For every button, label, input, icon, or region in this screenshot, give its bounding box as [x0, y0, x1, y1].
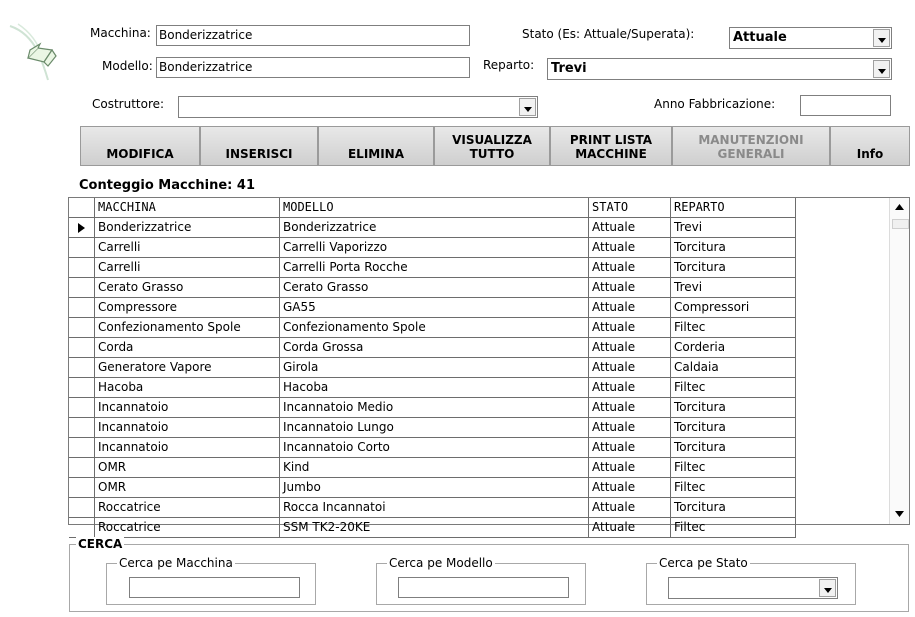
cell-reparto[interactable]: Filtec: [671, 478, 796, 498]
chevron-down-icon[interactable]: [819, 579, 836, 597]
search-stato-combo[interactable]: [668, 577, 838, 599]
column-header-modello[interactable]: MODELLO: [280, 198, 589, 218]
visualizza-label-line2: TUTTO: [469, 147, 515, 161]
stato-combo[interactable]: [729, 27, 892, 49]
table-row[interactable]: [69, 338, 796, 358]
cell-reparto[interactable]: Filtec: [671, 378, 796, 398]
cell-macchina[interactable]: Incannatoio: [95, 398, 280, 418]
modello-label: Modello:: [102, 59, 153, 73]
macchina-field[interactable]: Bonderizzatrice: [156, 25, 470, 46]
cell-reparto[interactable]: Filtec: [671, 318, 796, 338]
cell-modello[interactable]: Carrelli Vaporizzo: [280, 238, 589, 258]
cell-stato[interactable]: Attuale: [589, 258, 671, 278]
cell-modello[interactable]: Incannatoio Corto: [280, 438, 589, 458]
table-row[interactable]: [69, 498, 796, 518]
cell-stato[interactable]: Attuale: [589, 498, 671, 518]
cell-macchina[interactable]: Bonderizzatrice: [95, 218, 280, 238]
search-macchina-legend: Cerca pe Macchina: [119, 556, 233, 570]
cell-stato[interactable]: Attuale: [589, 438, 671, 458]
elimina-button[interactable]: [318, 126, 434, 166]
cell-macchina[interactable]: Generatore Vapore: [95, 358, 280, 378]
cell-modello[interactable]: Hacoba: [280, 378, 589, 398]
row-selector[interactable]: [69, 258, 95, 278]
stato-label: Stato (Es: Attuale/Superata):: [522, 27, 695, 41]
search-title: CERCA: [78, 537, 123, 551]
costruttore-label: Costruttore:: [92, 97, 165, 111]
cell-stato[interactable]: Attuale: [589, 318, 671, 338]
grid-corner-cell: [69, 198, 95, 218]
scrollbar-thumb[interactable]: [892, 219, 909, 229]
stato-combo-value: Attuale: [733, 30, 787, 45]
cell-stato[interactable]: Attuale: [589, 278, 671, 298]
row-selector[interactable]: [69, 318, 95, 338]
row-selector[interactable]: [69, 298, 95, 318]
cell-stato[interactable]: Attuale: [589, 218, 671, 238]
row-selector[interactable]: [69, 218, 95, 238]
manutenzioni-label-line1: MANUTENZIONI: [698, 133, 804, 147]
cell-stato[interactable]: Attuale: [589, 398, 671, 418]
manutenzioni-generali-button[interactable]: [672, 126, 830, 166]
cell-reparto[interactable]: Torcitura: [671, 258, 796, 278]
modifica-button[interactable]: [80, 126, 200, 166]
table-row[interactable]: [69, 258, 796, 278]
cell-reparto[interactable]: Trevi: [671, 278, 796, 298]
table-row[interactable]: [69, 458, 796, 478]
cell-macchina[interactable]: Corda: [95, 338, 280, 358]
column-header-stato[interactable]: STATO: [589, 198, 671, 218]
row-selector[interactable]: [69, 378, 95, 398]
cell-macchina[interactable]: Carrelli: [95, 258, 280, 278]
cell-stato[interactable]: Attuale: [589, 238, 671, 258]
cell-stato[interactable]: Attuale: [589, 298, 671, 318]
cell-reparto[interactable]: Torcitura: [671, 418, 796, 438]
cell-macchina[interactable]: Compressore: [95, 298, 280, 318]
cell-stato[interactable]: Attuale: [589, 358, 671, 378]
reparto-combo-value: Trevi: [551, 61, 587, 76]
chevron-down-icon[interactable]: [873, 29, 890, 47]
cell-modello[interactable]: Carrelli Porta Rocche: [280, 258, 589, 278]
row-selector[interactable]: [69, 338, 95, 358]
table-row[interactable]: [69, 418, 796, 438]
search-stato-legend: Cerca pe Stato: [659, 556, 748, 570]
table-row[interactable]: [69, 518, 796, 538]
row-selector[interactable]: [69, 418, 95, 438]
cell-macchina[interactable]: Roccatrice: [95, 498, 280, 518]
table-row[interactable]: [69, 318, 796, 338]
row-selector[interactable]: [69, 458, 95, 478]
costruttore-combo[interactable]: [178, 96, 538, 118]
table-row[interactable]: [69, 358, 796, 378]
cell-macchina[interactable]: OMR: [95, 458, 280, 478]
cell-stato[interactable]: Attuale: [589, 478, 671, 498]
scroll-up-arrow-icon[interactable]: [895, 204, 904, 210]
column-header-reparto[interactable]: REPARTO: [671, 198, 796, 218]
cell-reparto[interactable]: Compressori: [671, 298, 796, 318]
manutenzioni-label-line2: GENERALI: [717, 147, 785, 161]
cell-stato[interactable]: Attuale: [589, 418, 671, 438]
cell-modello[interactable]: Cerato Grasso: [280, 278, 589, 298]
print-label-line2: MACCHINE: [575, 147, 647, 161]
cell-reparto[interactable]: Filtec: [671, 518, 796, 538]
cell-modello[interactable]: Jumbo: [280, 478, 589, 498]
cell-reparto[interactable]: Torcitura: [671, 398, 796, 418]
row-selector[interactable]: [69, 238, 95, 258]
scroll-down-arrow-icon[interactable]: [895, 511, 904, 517]
cell-modello[interactable]: Incannatoio Medio: [280, 398, 589, 418]
visualizza-label-line1: VISUALIZZA: [452, 133, 532, 147]
cell-macchina[interactable]: Roccatrice: [95, 518, 280, 538]
cell-reparto[interactable]: Torcitura: [671, 438, 796, 458]
modifica-label: MODIFICA: [106, 147, 174, 161]
search-modello-input[interactable]: [398, 577, 569, 598]
elimina-label: ELIMINA: [347, 147, 405, 161]
row-selector[interactable]: [69, 358, 95, 378]
print-label-line1: PRINT LISTA: [569, 133, 653, 147]
reparto-label: Reparto:: [483, 58, 535, 72]
cell-modello[interactable]: Rocca Incannatoi: [280, 498, 589, 518]
machines-grid[interactable]: [68, 197, 910, 534]
anno-field[interactable]: [800, 95, 891, 116]
chevron-down-icon[interactable]: [873, 60, 890, 78]
inserisci-button[interactable]: [200, 126, 318, 166]
count-label: Conteggio Macchine: 41: [79, 178, 256, 193]
cell-stato[interactable]: Attuale: [589, 378, 671, 398]
cell-macchina[interactable]: Cerato Grasso: [95, 278, 280, 298]
cell-modello[interactable]: SSM TK2-20KE: [280, 518, 589, 538]
cell-macchina[interactable]: Confezionamento Spole: [95, 318, 280, 338]
cell-modello[interactable]: Confezionamento Spole: [280, 318, 589, 338]
cell-modello[interactable]: Corda Grossa: [280, 338, 589, 358]
table-row[interactable]: [69, 478, 796, 498]
grid-vertical-scrollbar[interactable]: [889, 198, 909, 524]
row-selector[interactable]: [69, 498, 95, 518]
grid-header-row: [69, 198, 796, 218]
table-row[interactable]: [69, 438, 796, 458]
column-header-macchina[interactable]: MACCHINA: [95, 198, 280, 218]
cell-macchina[interactable]: Incannatoio: [95, 438, 280, 458]
cell-stato[interactable]: Attuale: [589, 338, 671, 358]
search-modello-legend: Cerca pe Modello: [389, 556, 493, 570]
chevron-down-icon[interactable]: [519, 98, 536, 116]
macchina-label: Macchina:: [90, 26, 151, 40]
cell-macchina[interactable]: OMR: [95, 478, 280, 498]
cell-reparto[interactable]: Caldaia: [671, 358, 796, 378]
reparto-combo[interactable]: [547, 58, 892, 80]
search-macchina-input[interactable]: [129, 577, 300, 598]
cell-reparto[interactable]: Filtec: [671, 458, 796, 478]
table-row[interactable]: [69, 398, 796, 418]
cell-modello[interactable]: Kind: [280, 458, 589, 478]
cell-reparto[interactable]: Torcitura: [671, 498, 796, 518]
cell-modello[interactable]: Girola: [280, 358, 589, 378]
cell-stato[interactable]: Attuale: [589, 518, 671, 538]
table-row[interactable]: [69, 218, 796, 238]
cell-modello[interactable]: GA55: [280, 298, 589, 318]
cell-modello[interactable]: Incannatoio Lungo: [280, 418, 589, 438]
cell-macchina[interactable]: Incannatoio: [95, 418, 280, 438]
cell-macchina[interactable]: Hacoba: [95, 378, 280, 398]
row-selector[interactable]: [69, 478, 95, 498]
inserisci-label: INSERISCI: [225, 147, 293, 161]
open-book-icon: [8, 22, 60, 82]
cell-macchina[interactable]: Carrelli: [95, 238, 280, 258]
row-selector[interactable]: [69, 278, 95, 298]
current-row-indicator-icon: [78, 223, 85, 233]
info-label: Info: [856, 147, 884, 161]
print-lista-macchine-button[interactable]: [550, 126, 672, 166]
info-button[interactable]: [830, 126, 910, 166]
table-row[interactable]: [69, 238, 796, 258]
table-row[interactable]: [69, 298, 796, 318]
modello-field[interactable]: Bonderizzatrice: [156, 57, 470, 78]
cell-stato[interactable]: Attuale: [589, 458, 671, 478]
anno-label: Anno Fabbricazione:: [654, 97, 776, 111]
table-row[interactable]: [69, 278, 796, 298]
cell-reparto[interactable]: Torcitura: [671, 238, 796, 258]
cell-reparto[interactable]: Trevi: [671, 218, 796, 238]
row-selector[interactable]: [69, 398, 95, 418]
visualizza-tutto-button[interactable]: [434, 126, 550, 166]
table-row[interactable]: [69, 378, 796, 398]
cell-reparto[interactable]: Corderia: [671, 338, 796, 358]
row-selector[interactable]: [69, 518, 95, 538]
row-selector[interactable]: [69, 438, 95, 458]
cell-modello[interactable]: Bonderizzatrice: [280, 218, 589, 238]
